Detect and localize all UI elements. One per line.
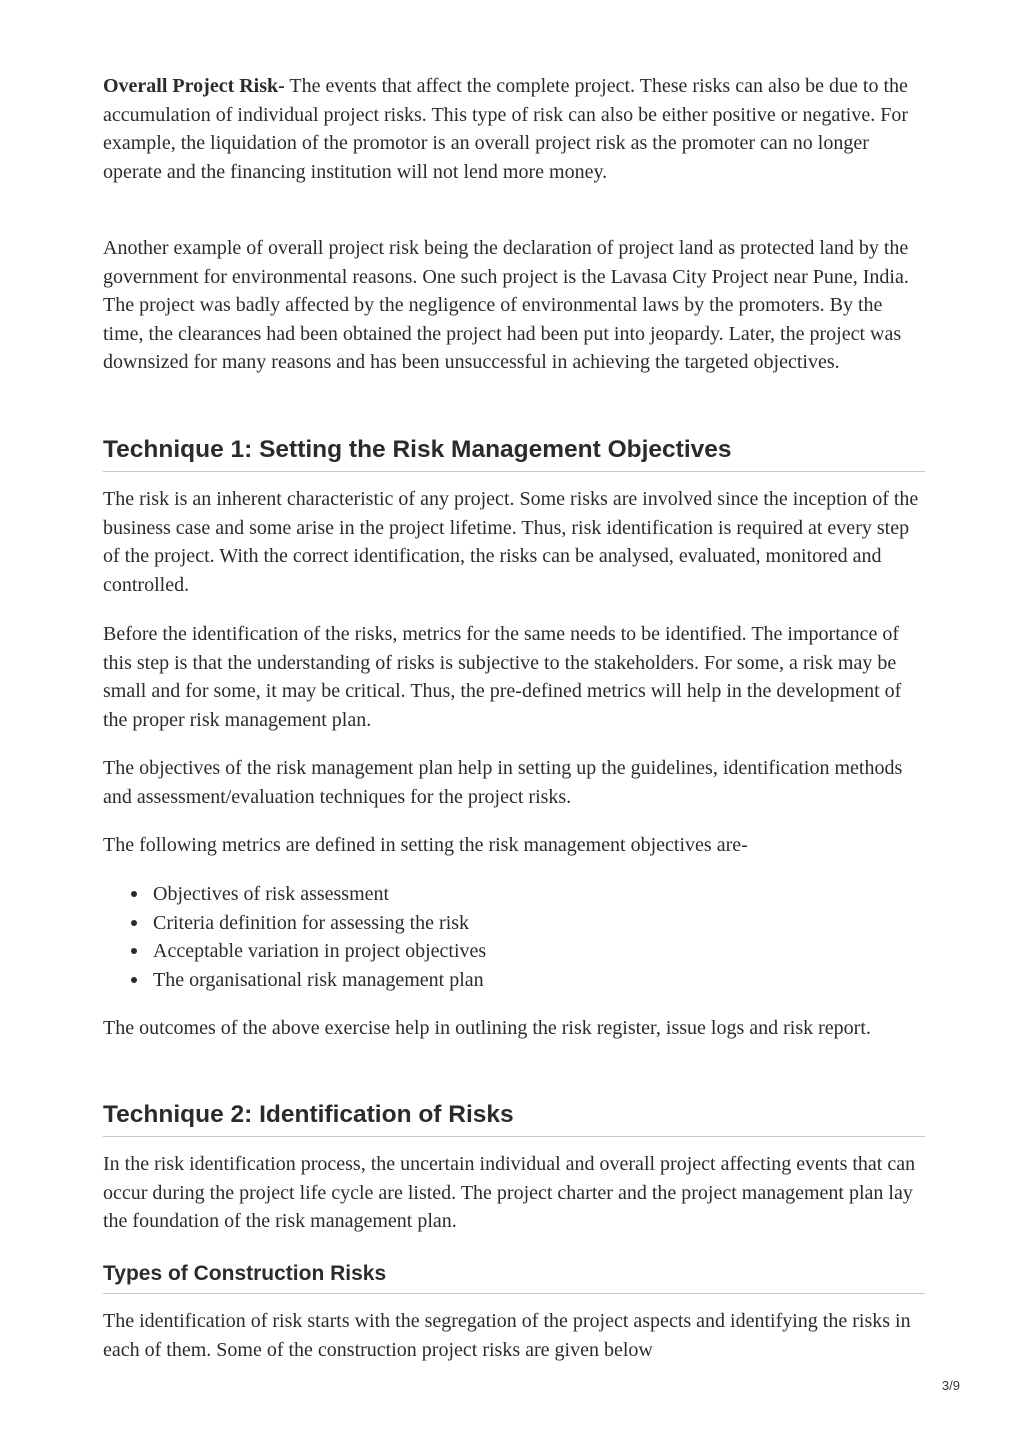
technique1-paragraph-2: Before the identification of the risks, metrics for the same needs to be identified. The importance of this step is that the understanding of risks is subjective to the stakeholders. For some, a risk may be small and for some, it may be critical. Thus, the pre-defined metrics will help in the development of the proper risk management plan. — [103, 623, 902, 731]
metrics-list — [103, 880, 925, 994]
list-item: Objectives of risk assessment — [103, 880, 925, 909]
technique2-paragraph-2: The identification of risk starts with the segregation of the project aspects and identifying the risks in each of them. Some of the construction project risks are given below — [103, 1310, 911, 1361]
list-item: The organisational risk management plan — [103, 966, 925, 995]
technique1-heading: Technique 1: Setting the Risk Management Objectives — [103, 436, 925, 472]
list-item: Criteria definition for assessing the risk — [103, 909, 925, 938]
overall-risk-example-paragraph: Another example of overall project risk being the declaration of project land as protected land by the government for environmental reasons. One such project is the Lavasa City Project near Pune, India. The project was badly affected by the negligence of environmental laws by the promoters. By the time, the clearances had been obtained the project had been put into jeopardy. Later, the project was downsized for many reasons and has been unsuccessful in achieving the targeted objectives. — [103, 237, 909, 374]
page-number: 3/9 — [941, 1378, 960, 1393]
construction-risks-subheading: Types of Construction Risks — [103, 1262, 925, 1294]
technique1-paragraph-3: The objectives of the risk management plan help in setting up the guidelines, identification methods and assessment/evaluation techniques for the project risks. — [103, 757, 903, 808]
overall-risk-lead: Overall Project Risk- — [103, 75, 285, 97]
overall-risk-text: The events that affect the complete project. These risks can also be due to the accumulation of individual project risks. This type of risk can also be either positive or negative. For example, the liquidation of the promotor is an overall project risk as the promoter can no longer operate and the financing institution will not lend more money. — [103, 75, 908, 183]
technique2-heading: Technique 2: Identification of Risks — [103, 1101, 925, 1137]
overall-risk-paragraph — [103, 72, 925, 186]
technique2-paragraph-1: In the risk identification process, the uncertain individual and overall project affecting events that can occur during the project life cycle are listed. The project charter and the project management plan lay the foundation of the risk management plan. — [103, 1153, 916, 1233]
technique1-paragraph-1: The risk is an inherent characteristic of any project. Some risks are involved since the inception of the business case and some arise in the project lifetime. Thus, risk identification is required at every step of the project. With the correct identification, the risks can be analysed, evaluated, monitored and controlled. — [103, 488, 919, 596]
technique1-paragraph-4: The following metrics are defined in setting the risk management objectives are- — [103, 834, 748, 856]
list-item: Acceptable variation in project objectives — [103, 937, 925, 966]
technique1-paragraph-5: The outcomes of the above exercise help in outlining the risk register, issue logs and risk report. — [103, 1017, 871, 1039]
